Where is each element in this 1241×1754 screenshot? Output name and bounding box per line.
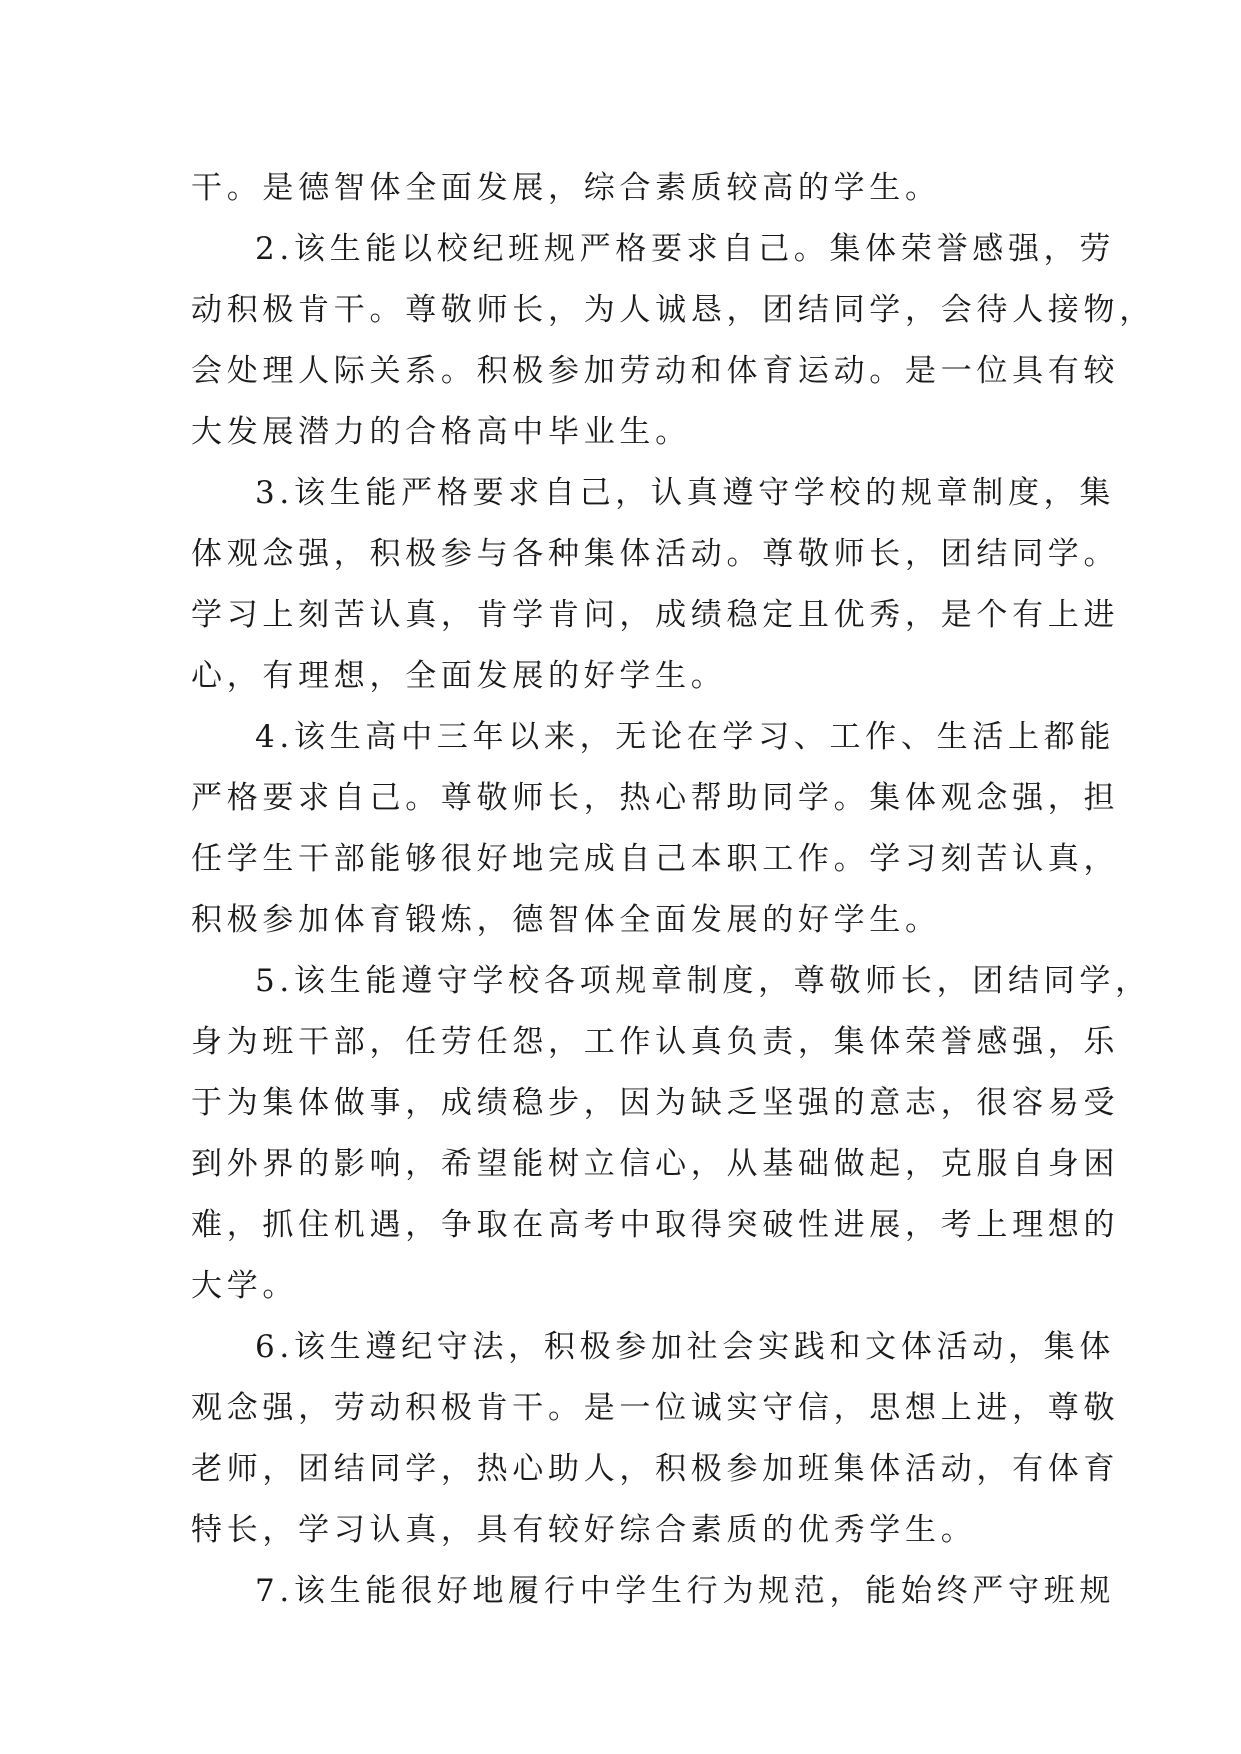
document-body (191, 158, 1155, 1622)
paragraph-line: 心，有理想，全面发展的好学生。 (191, 658, 727, 694)
paragraph-line: 难，抓住机遇，争取在高考中取得突破性进展，考上理想的 (191, 1207, 1120, 1243)
paragraph-start-line: 7.该生能很好地履行中学生行为规范，能始终严守班规 (255, 1573, 1116, 1609)
paragraph-start-line: 2.该生能以校纪班规严格要求自己。集体荣誉感强，劳 (255, 231, 1116, 267)
paragraph-line: 大发展潜力的合格高中毕业生。 (191, 414, 691, 450)
paragraph-line: 会处理人际关系。积极参加劳动和体育运动。是一位具有较 (191, 353, 1120, 389)
paragraph-line: 于为集体做事，成绩稳步，因为缺乏坚强的意志，很容易受 (191, 1085, 1120, 1121)
paragraph-start-line: 4.该生高中三年以来，无论在学习、工作、生活上都能 (255, 719, 1116, 755)
paragraph-start-line: 5.该生能遵守学校各项规章制度，尊敬师长，团结同学， (255, 963, 1151, 999)
paragraph-line: 干。是德智体全面发展，综合素质较高的学生。 (191, 170, 941, 206)
paragraph-line: 积极参加体育锻炼，德智体全面发展的好学生。 (191, 902, 941, 938)
paragraph-line: 体观念强，积极参与各种集体活动。尊敬师长，团结同学。 (191, 536, 1120, 572)
paragraph-line: 观念强，劳动积极肯干。是一位诚实守信，思想上进，尊敬 (191, 1390, 1120, 1426)
paragraph-line: 动积极肯干。尊敬师长，为人诚恳，团结同学，会待人接物， (191, 292, 1155, 328)
paragraph-line: 大学。 (191, 1268, 299, 1304)
paragraph-line: 学习上刻苦认真，肯学肯问，成绩稳定且优秀，是个有上进 (191, 597, 1120, 633)
paragraph-line: 到外界的影响，希望能树立信心，从基础做起，克服自身困 (191, 1146, 1120, 1182)
paragraph-line: 老师，团结同学，热心助人，积极参加班集体活动，有体育 (191, 1451, 1120, 1487)
paragraph-line: 严格要求自己。尊敬师长，热心帮助同学。集体观念强，担 (191, 780, 1120, 816)
paragraph-line: 身为班干部，任劳任怨，工作认真负责，集体荣誉感强，乐 (191, 1024, 1120, 1060)
paragraph-line: 特长，学习认真，具有较好综合素质的优秀学生。 (191, 1512, 977, 1548)
paragraph-start-line: 6.该生遵纪守法，积极参加社会实践和文体活动，集体 (255, 1329, 1116, 1365)
paragraph-start-line: 3.该生能严格要求自己，认真遵守学校的规章制度，集 (255, 475, 1116, 511)
paragraph-line: 任学生干部能够很好地完成自己本职工作。学习刻苦认真， (191, 841, 1120, 877)
